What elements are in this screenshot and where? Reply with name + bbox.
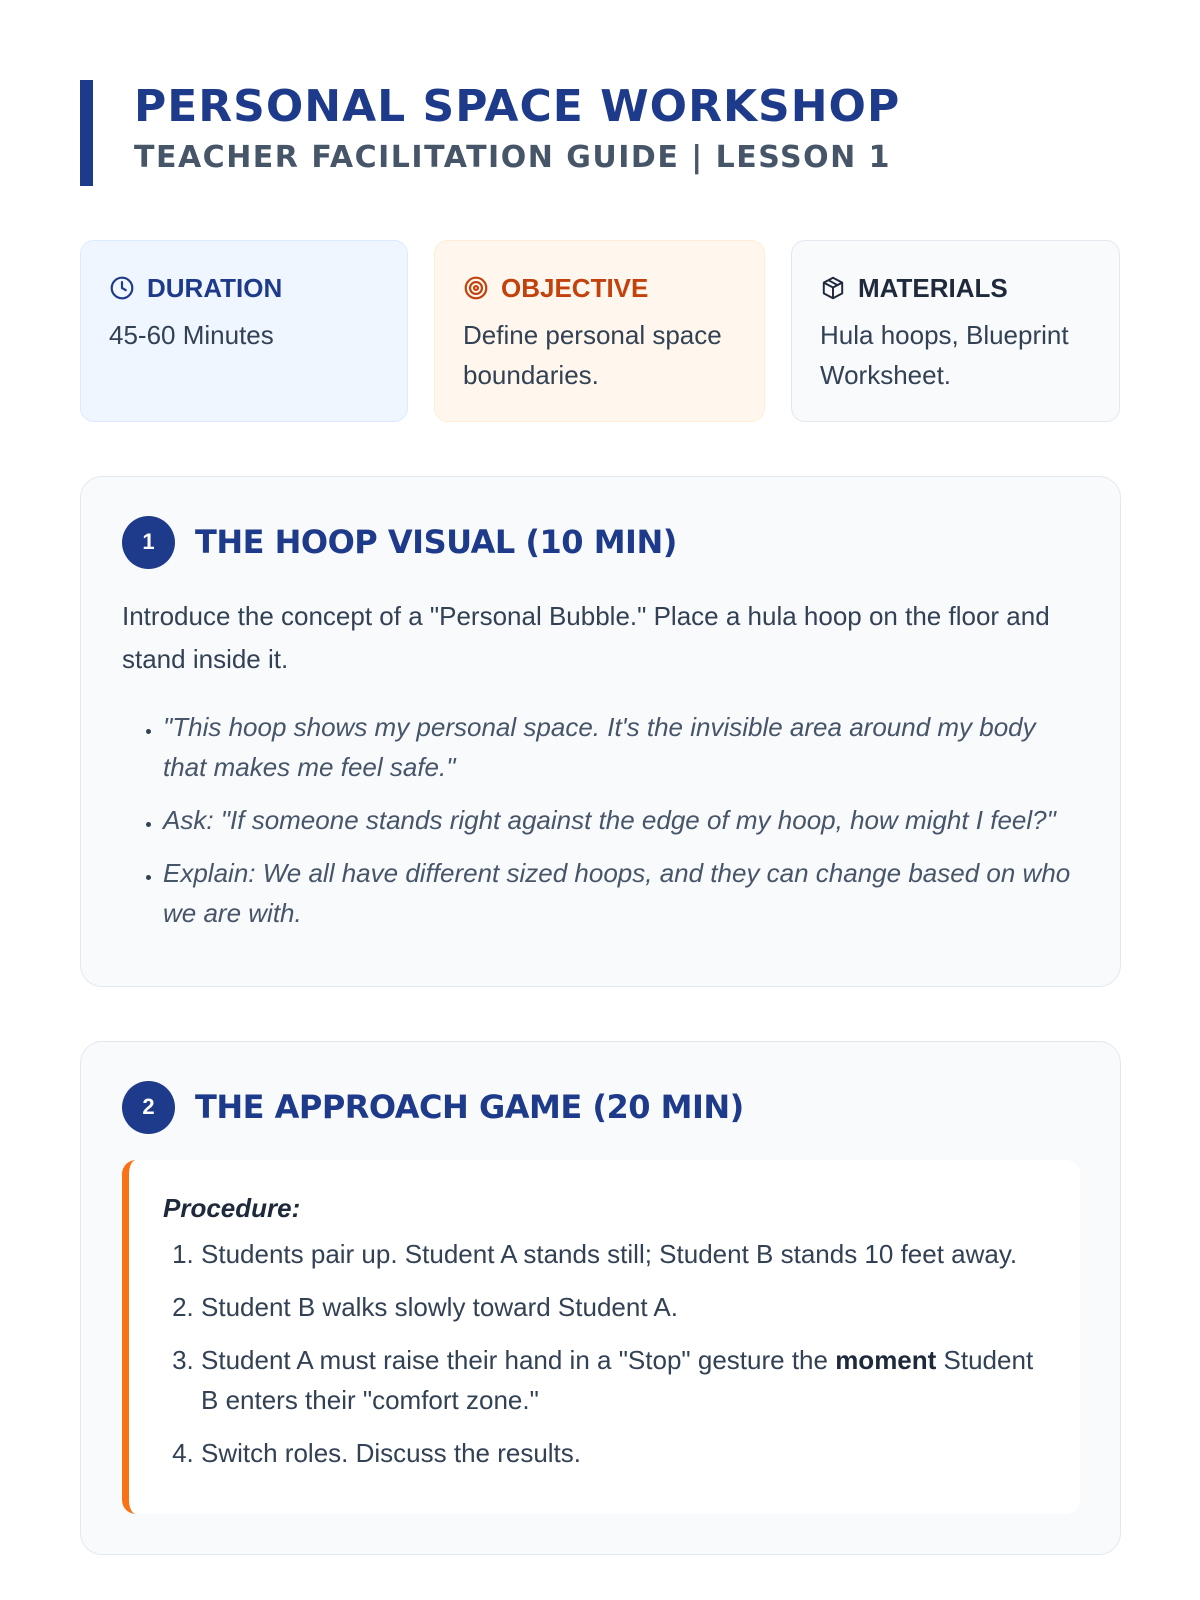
step-text-before: Student A must raise their hand in a "Stop" gesture the xyxy=(201,1345,836,1375)
objective-label-row xyxy=(463,271,736,305)
list-item: • Ask: "If someone stands right against the edge of my hoop, how might I feel?" xyxy=(163,800,1080,840)
materials-label: MATERIALS xyxy=(858,273,1008,303)
info-cards xyxy=(80,240,1120,422)
script-bullet-list xyxy=(122,707,1080,933)
step-number-badge: 1 xyxy=(122,516,175,569)
section-intro: Introduce the concept of a "Personal Bubble." Place a hula hoop on the floor and stand inside it. xyxy=(122,601,1050,674)
section-header xyxy=(122,515,1080,569)
section-header xyxy=(122,1080,1080,1134)
objective-card xyxy=(434,240,765,422)
emphasis-moment: moment xyxy=(835,1345,937,1375)
section-title: THE APPROACH GAME (20 MIN) xyxy=(195,1088,744,1126)
list-item xyxy=(201,1340,1050,1420)
list-item: 1. Students pair up. Student A stands still; Student B stands 10 feet away. xyxy=(201,1234,1050,1274)
page-header xyxy=(80,80,1120,186)
duration-label-row xyxy=(109,271,379,305)
materials-label-row xyxy=(820,271,1091,305)
procedure-box xyxy=(122,1160,1080,1514)
section-hoop-visual xyxy=(80,476,1121,987)
list-item: 4. Switch roles. Discuss the results. xyxy=(201,1433,1050,1473)
clock-icon xyxy=(109,275,135,301)
materials-card xyxy=(791,240,1120,422)
list-item: • Explain: We all have different sized hoops, and they can change based on who we are with. xyxy=(163,853,1080,933)
list-item: • "This hoop shows my personal space. It's the invisible area around my body that makes me feel safe." xyxy=(163,707,1080,787)
page-title: PERSONAL SPACE WORKSHOP xyxy=(134,81,901,132)
duration-label: DURATION xyxy=(147,273,283,303)
target-icon xyxy=(463,275,489,301)
procedure-label: Procedure: xyxy=(163,1193,301,1223)
step-text-after: Student B enters their "comfort zone." xyxy=(201,1345,1034,1415)
section-approach-game xyxy=(80,1041,1121,1555)
list-item: 2. Student B walks slowly toward Student A. xyxy=(201,1287,1050,1327)
materials-value: Hula hoops, Blueprint Worksheet. xyxy=(820,320,1069,390)
procedure-steps xyxy=(163,1234,1050,1473)
objective-value: Define personal space boundaries. xyxy=(463,320,722,390)
step-number-badge: 2 xyxy=(122,1081,175,1134)
section-title: THE HOOP VISUAL (10 MIN) xyxy=(195,523,677,561)
box-icon xyxy=(820,275,846,301)
duration-card xyxy=(80,240,408,422)
objective-label: OBJECTIVE xyxy=(501,273,649,303)
header-accent-bar xyxy=(80,80,93,186)
duration-value: 45-60 Minutes xyxy=(109,320,274,350)
page-subtitle: TEACHER FACILITATION GUIDE | LESSON 1 xyxy=(134,140,892,175)
